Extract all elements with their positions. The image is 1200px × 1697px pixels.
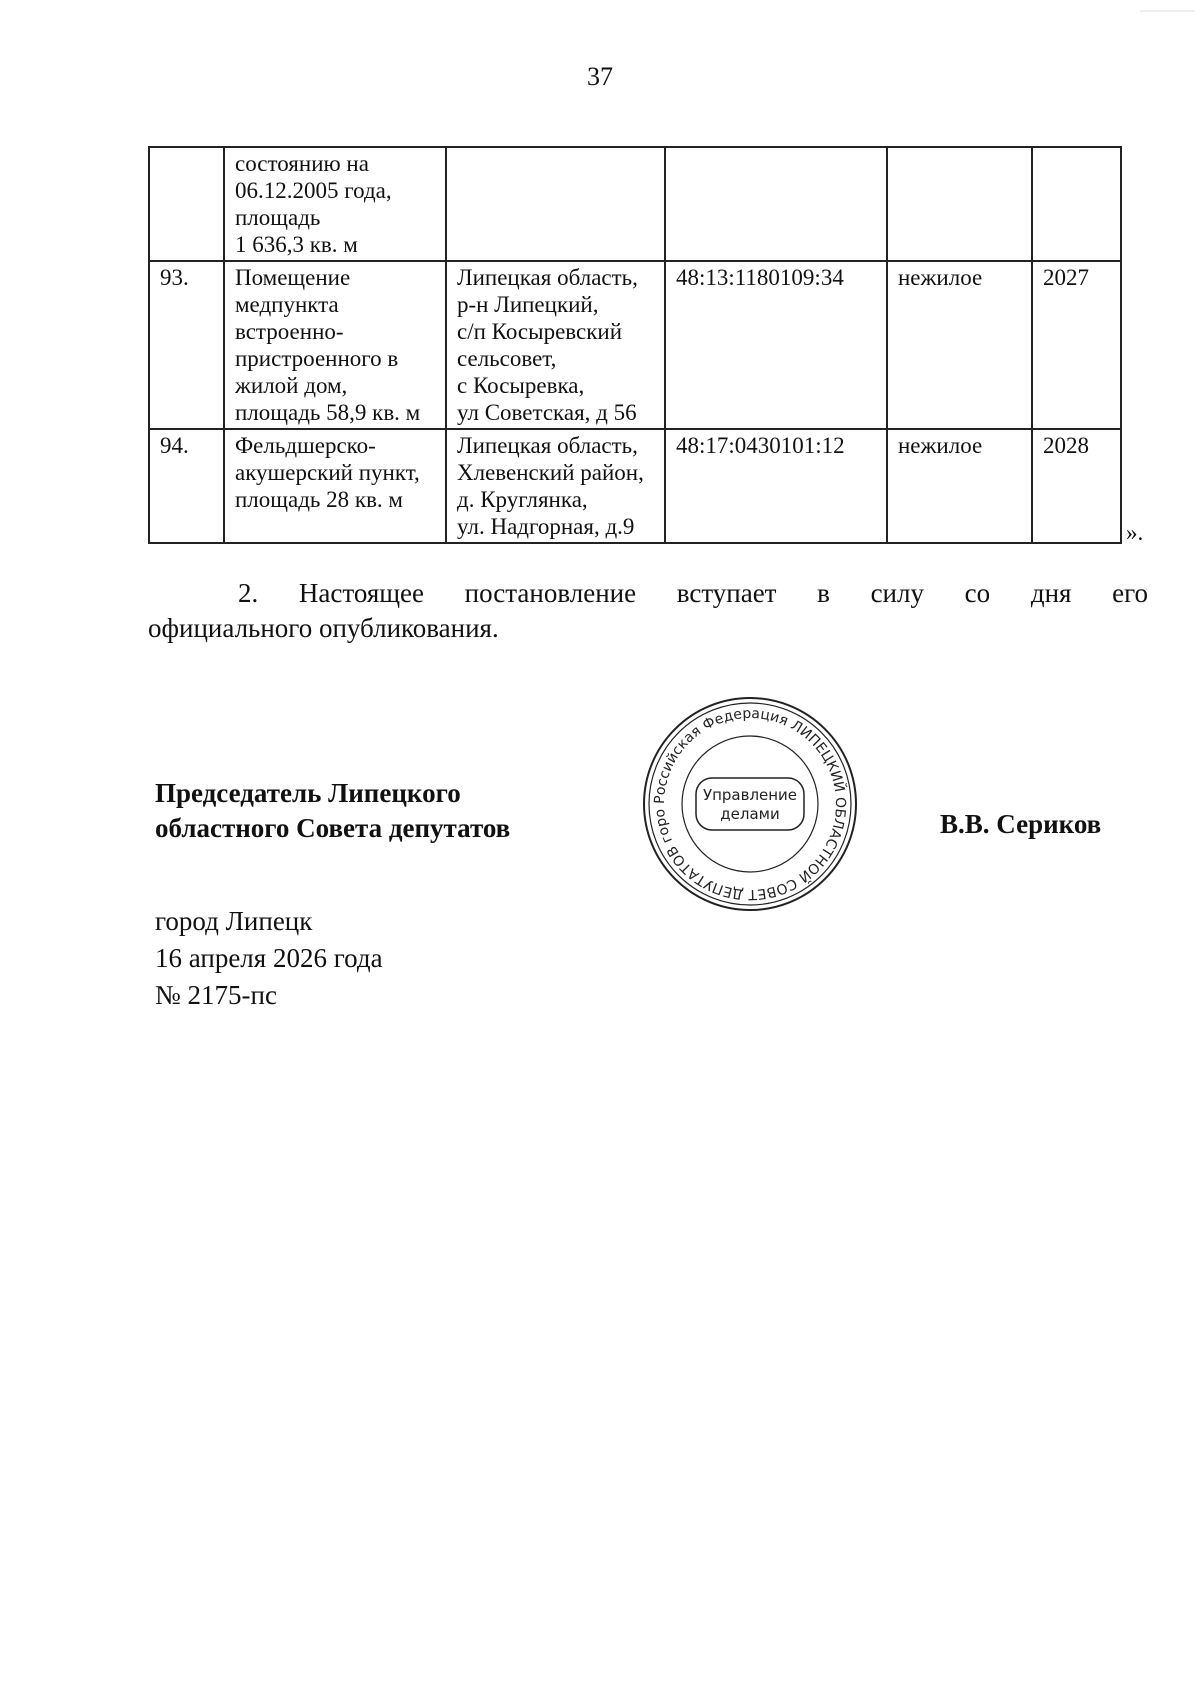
cell-address-line: сельсовет, (457, 346, 557, 371)
cell-address-line: ул. Надгорная, д.9 (457, 514, 635, 539)
cell-cadastral-number (665, 147, 887, 261)
seal-outer-text: Российская Федерация ЛИПЕЦКИЙ ОБЛАСТНОЙ СОВЕТ ДЕПУТАТОВ горо (651, 705, 849, 903)
objects-table-body (149, 147, 1121, 543)
clause-word: силу (870, 578, 924, 608)
table-row (149, 429, 1121, 543)
seal-center-line1: Управление (702, 786, 798, 804)
cell-object-name-line: встроенно- (235, 319, 344, 344)
footer-city: город Липецк (155, 906, 313, 936)
objects-table (148, 146, 1122, 544)
page-number: 37 (587, 62, 613, 91)
cell-object-name (224, 429, 446, 543)
closing-quote: ». (1126, 520, 1144, 545)
seal-inner-ring (682, 736, 818, 872)
clause-word: вступает (676, 578, 777, 608)
cell-object-name-line: Фельдшерско- (235, 433, 376, 458)
cell-object-name (224, 147, 446, 261)
cell-address-line: с/п Косыревский (457, 319, 623, 344)
cell-year: 2028 (1032, 429, 1121, 543)
table-row (149, 261, 1121, 429)
cell-object-type: нежилое (887, 261, 1032, 429)
cell-address (446, 429, 665, 543)
seal-graphic (640, 694, 860, 914)
cell-number-line: 94. (160, 433, 189, 458)
cell-object-type (887, 147, 1032, 261)
cell-object-name-line: жилой дом, (235, 373, 348, 398)
document-footer (155, 903, 383, 1014)
seal-outer-ring-inner (649, 703, 851, 905)
seal-center-line2: делами (720, 805, 780, 823)
cell-address-line: д. Круглянка, (457, 487, 588, 512)
clause-word: его (1112, 578, 1148, 608)
official-seal (640, 694, 860, 914)
clause-word: постановление (464, 578, 637, 608)
clause-word: дня (1030, 578, 1072, 608)
cell-cadastral-number: 48:17:0430101:12 (665, 429, 887, 543)
cell-number (149, 429, 224, 543)
cell-address-line: ул Советская, д 56 (457, 400, 637, 425)
seal-outer-ring (644, 698, 856, 910)
cell-address-line: Липецкая область, (457, 265, 638, 290)
clause-word: Настоящее (298, 578, 424, 608)
cell-address (446, 147, 665, 261)
cell-year (1032, 147, 1121, 261)
table-row (149, 147, 1121, 261)
cell-address-line: с Косыревка, (457, 373, 585, 398)
cell-object-name-line: пристроенного в (235, 346, 399, 371)
clause-2-line1 (148, 576, 1148, 611)
cell-number (149, 261, 224, 429)
cell-object-name-line: 06.12.2005 года, (235, 178, 392, 203)
clause-word: в (817, 578, 830, 608)
cell-address-line: Липецкая область, (457, 433, 638, 458)
cell-object-type: нежилое (887, 429, 1032, 543)
signer-name: В.В. Сериков (940, 809, 1102, 839)
signer-title-line1: Председатель Липецкого (155, 778, 461, 808)
cell-number (149, 147, 224, 261)
cell-address-line: р-н Липецкий, (457, 292, 599, 317)
cell-address-line: Хлевенский район, (457, 460, 644, 485)
cell-object-name-line: 1 636,3 кв. м (235, 232, 358, 257)
cell-year: 2027 (1032, 261, 1121, 429)
cell-object-name-line: площадь (235, 205, 321, 230)
cell-object-name-line: акушерский пункт, (235, 460, 420, 485)
cell-object-name-line: медпункта (235, 292, 339, 317)
cell-object-name-line: площадь 58,9 кв. м (235, 400, 421, 425)
cell-object-name-line: Помещение (235, 265, 351, 290)
scan-artifact (1140, 10, 1195, 12)
clause-2 (148, 576, 1148, 646)
signer-title (155, 776, 510, 846)
cell-cadastral-number: 48:13:1180109:34 (665, 261, 887, 429)
footer-number: № 2175-пс (155, 980, 277, 1010)
cell-object-name-line: площадь 28 кв. м (235, 487, 403, 512)
cell-object-name-line: состоянию на (235, 151, 369, 176)
footer-date: 16 апреля 2026 года (155, 943, 383, 973)
cell-object-name (224, 261, 446, 429)
clause-2-line2: официального опубликования. (148, 613, 499, 643)
clause-word: 2. (238, 578, 259, 608)
signer-title-line2: областного Совета депутатов (155, 813, 511, 843)
cell-address (446, 261, 665, 429)
cell-number-line: 93. (160, 265, 189, 290)
clause-word: со (964, 578, 991, 608)
